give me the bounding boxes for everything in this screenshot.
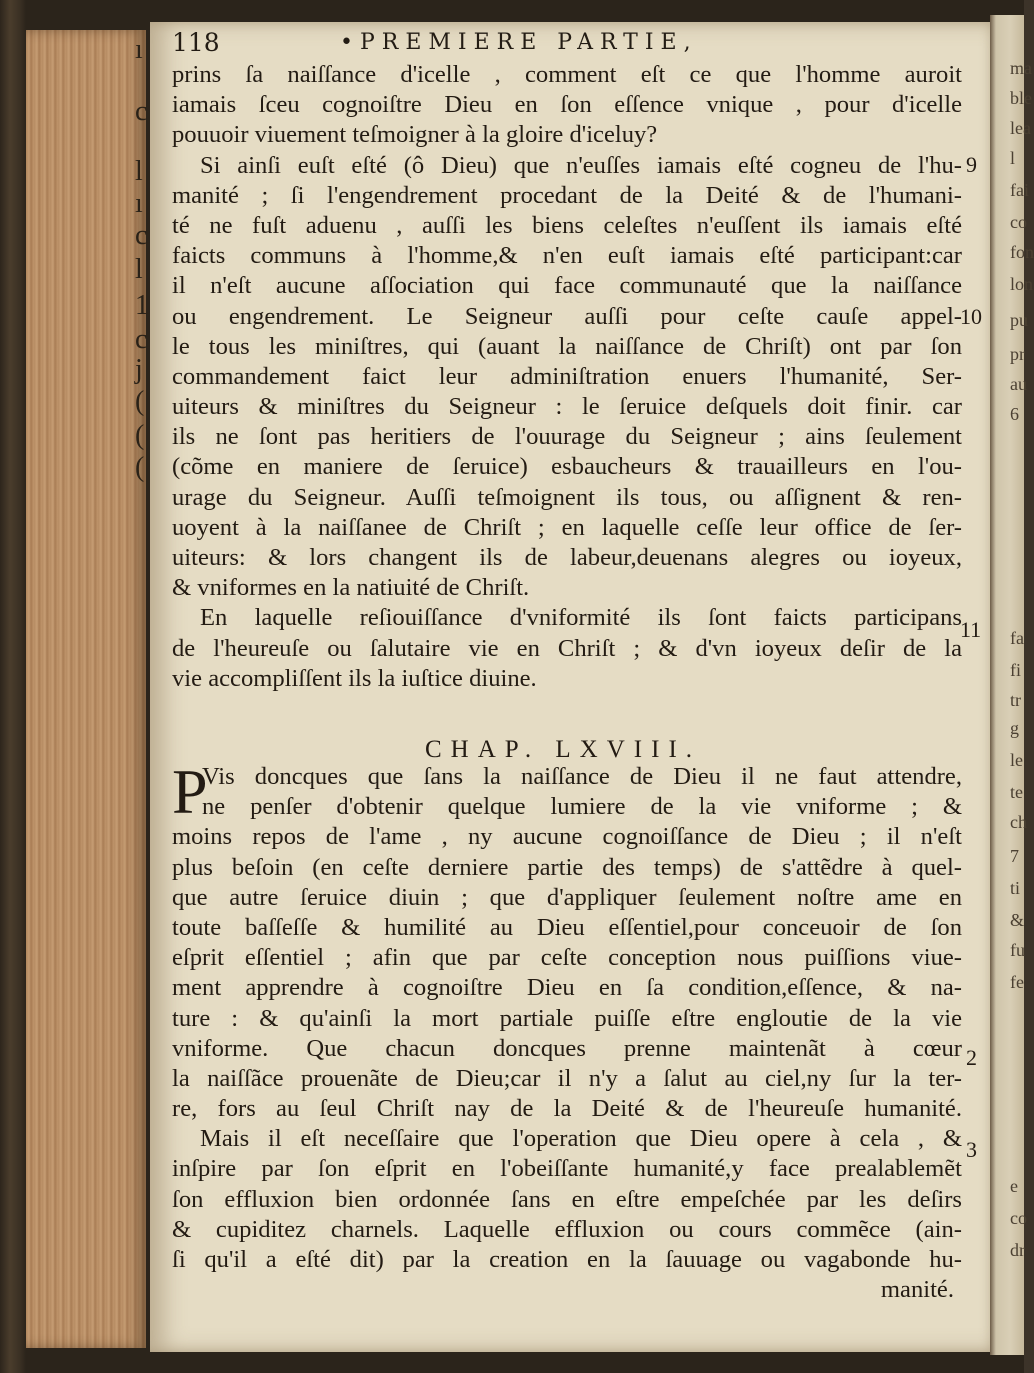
edge-fragment: g xyxy=(1010,718,1019,738)
text-line: ment apprendre à cognoiſtre Dieu en ſa condition,eſſence, & na- xyxy=(172,974,962,1002)
text-line: manité ; ſi l'engendrement procedant de la Deité & de l'humani- xyxy=(172,181,962,209)
body-text xyxy=(172,60,962,694)
text-line: Vis doncques que ſans la naiſſance de Dieu il ne faut attendre, xyxy=(202,763,962,790)
verse-number: 10 xyxy=(960,304,982,329)
edge-fragment: pu xyxy=(1010,310,1028,330)
verse-number: 9 xyxy=(966,152,977,177)
edge-fragment: ch xyxy=(1010,812,1027,832)
edge-fragment: te xyxy=(1010,782,1023,802)
edge-fragment: fai xyxy=(1010,180,1029,200)
text-line: uoyent à la naiſſanee de Chriſt ; en laquelle ceſſe leur office de ſer- xyxy=(172,513,962,541)
text-line: prins ſa naiſſance d'icelle , comment eſt ce que l'homme auroit xyxy=(172,61,962,88)
edge-fragment: ti xyxy=(1010,878,1021,898)
text-line: (cõme en maniere de ſeruice) esbaucheurs & trauailleurs en l'ou- xyxy=(172,453,962,481)
edge-fragment: fi xyxy=(1010,660,1021,680)
text-line: moins repos de l'ame , ny aucune cognoiſſance de Dieu ; il n'eſt xyxy=(172,823,962,851)
margin-letter: c xyxy=(135,324,148,355)
running-head: •PREMIERE PARTIE, xyxy=(340,30,698,55)
text-line: ils ne ſont pas heritiers de l'ouurage du Seigneur ; ains ſeulement xyxy=(172,423,962,451)
text-line: inſpire par ſon eſprit en l'obeiſſante humanité,y face prealablemẽt xyxy=(172,1155,962,1183)
margin-letter: ( xyxy=(135,386,145,417)
text-line: & cupiditez charnels. Laquelle effluxion ou cours commẽce (ain- xyxy=(172,1215,962,1243)
margin-letter: j xyxy=(135,354,143,385)
edge-fragment: au xyxy=(1010,374,1027,394)
drop-cap: P xyxy=(172,756,208,827)
edge-fragment: fe xyxy=(1010,972,1024,992)
edge-fragment: fu xyxy=(1010,940,1025,960)
text-line: vie accompliſſent ils la iuſtice diuine. xyxy=(172,664,537,692)
chapter-heading: CHAP. LXVIII. xyxy=(425,736,702,763)
margin-letter: c xyxy=(135,220,148,251)
page-header xyxy=(172,28,972,62)
text-line: faicts communs à l'homme,& n'en euſt iamais eſté participant:car xyxy=(172,242,962,270)
text-line: ou engendrement. Le Seigneur auſſi pour ceſte cauſe appel- xyxy=(172,302,962,330)
margin-letter: c xyxy=(135,96,148,127)
edge-fragment: le xyxy=(1010,750,1023,770)
text-line: ſon effluxion bien ordonnée ſans en eſtre empeſchée par les deſirs xyxy=(172,1185,962,1213)
verse-number: 2 xyxy=(966,1045,977,1070)
margin-letter: ( xyxy=(135,452,145,483)
text-line: té ne fuſt aduenu , auſſi les biens celeſtes n'euſſent ils iamais eſté xyxy=(172,211,962,239)
edge-fragment: ble xyxy=(1010,88,1032,108)
edge-fragment: ma xyxy=(1010,58,1032,78)
text-line: eſprit eſſentiel ; afin que par ceſte conception nous puiſſions viue- xyxy=(172,944,962,972)
edge-fragment: pr xyxy=(1010,344,1025,364)
text-line: re, fors au ſeul Chriſt nay de la Deité & de l'heureuſe humanité. xyxy=(172,1095,962,1123)
edge-fragment: l xyxy=(1010,148,1016,168)
edge-fragment: 6 xyxy=(1010,404,1019,424)
edge-fragment: & xyxy=(1010,910,1025,930)
edge-fragment: co xyxy=(1010,1208,1027,1228)
text-line: de l'heureuſe ou ſalutaire vie en Chriſt ; & d'vn ioyeux deſir de la xyxy=(172,634,962,662)
margin-letter: ı xyxy=(135,34,143,65)
edge-fragment: lon xyxy=(1010,274,1034,294)
text-line: le tous les miniſtres, qui (auant la naiſſance de Chriſt) ont par ſon xyxy=(172,332,962,360)
margin-letter: 1 xyxy=(135,290,149,321)
text-line: En laquelle reſiouiſſance d'vniformité ils ſont faicts participans xyxy=(200,604,962,632)
margin-letter: ı xyxy=(135,188,143,219)
text-line: vniforme. Que chacun doncques prenne maintenãt à cœur xyxy=(172,1034,962,1062)
verse-number: 11 xyxy=(960,617,982,642)
text-line: manité. xyxy=(880,1276,954,1304)
text-line: toute baſſeſſe & humilité au Dieu eſſentiel,pour conceuoir de ſon xyxy=(172,913,962,941)
text-line: ne penſer d'obtenir quelque lumiere de la vie vniforme ; & xyxy=(202,793,962,821)
text-line: uiteurs: & lors changent ils de labeur,deuenans alegres ou ioyeux, xyxy=(172,544,962,571)
left-margin-letters xyxy=(135,28,155,1348)
text-line: & vniformes en la natiuité de Chriſt. xyxy=(172,574,530,602)
verse-number: 3 xyxy=(966,1137,977,1162)
text-line: pouuoir viuement teſmoigner à la gloire d'iceluy? xyxy=(172,121,658,149)
margin-letter: l xyxy=(135,254,143,285)
text-line: iamais ſceu cognoiſtre Dieu en ſon eſſence vnique , pour d'icelle xyxy=(172,91,962,119)
edge-fragment: e xyxy=(1010,1176,1018,1196)
chapter-text xyxy=(172,756,962,1305)
text-line: la naiſſãce prouenãte de Dieu;car il n'y a ſalut au ciel,ny ſur la ter- xyxy=(172,1064,962,1092)
edge-fragment: 7 xyxy=(1010,846,1019,866)
edge-fragment: dr xyxy=(1010,1240,1025,1260)
edge-fragment: lea xyxy=(1010,118,1031,138)
margin-letter: ( xyxy=(135,420,145,451)
text-line: uiteurs & miniſtres du Seigneur : le ſeruice deſquels doit finir. car xyxy=(172,393,962,421)
edge-fragment: fon xyxy=(1010,242,1034,262)
margin-letter: l xyxy=(135,156,143,187)
text-line: Si ainſi euſt eſté (ô Dieu) que n'euſſes iamais eſté cogneu de l'hu- xyxy=(200,151,962,179)
text-line: il n'eſt aucune aſſociation qui face communauté que la naiſſance xyxy=(172,272,962,300)
book-fore-edge xyxy=(26,30,146,1348)
page-number: 118 xyxy=(172,28,220,57)
text-line: commandement faict leur adminiſtration enuers l'humanité, Ser- xyxy=(172,362,962,390)
text-line: ture : & qu'ainſi la mort partiale puiſſe eſtre engloutie de la vie xyxy=(172,1004,962,1032)
text-line: que autre ſeruice diuin ; que d'appliquer ſeulement noſtre ame en xyxy=(172,883,962,911)
edge-fragment: fa xyxy=(1010,628,1024,648)
text-line: urage du Seigneur. Auſſi teſmoignent ils tous, ou aſſignent & ren- xyxy=(172,483,962,511)
edge-fragment: tr xyxy=(1010,690,1021,710)
text-line: Mais il eſt neceſſaire que l'operation que Dieu opere à cela , & xyxy=(200,1125,962,1153)
text-line: ſi qu'il a eſté dit) par la creation en la ſauuage ou vagabonde hu- xyxy=(172,1246,962,1273)
text-line: plus beſoin (en ceſte derniere partie des temps) de s'attẽdre à quel- xyxy=(172,853,962,881)
edge-fragment: co xyxy=(1010,212,1027,232)
